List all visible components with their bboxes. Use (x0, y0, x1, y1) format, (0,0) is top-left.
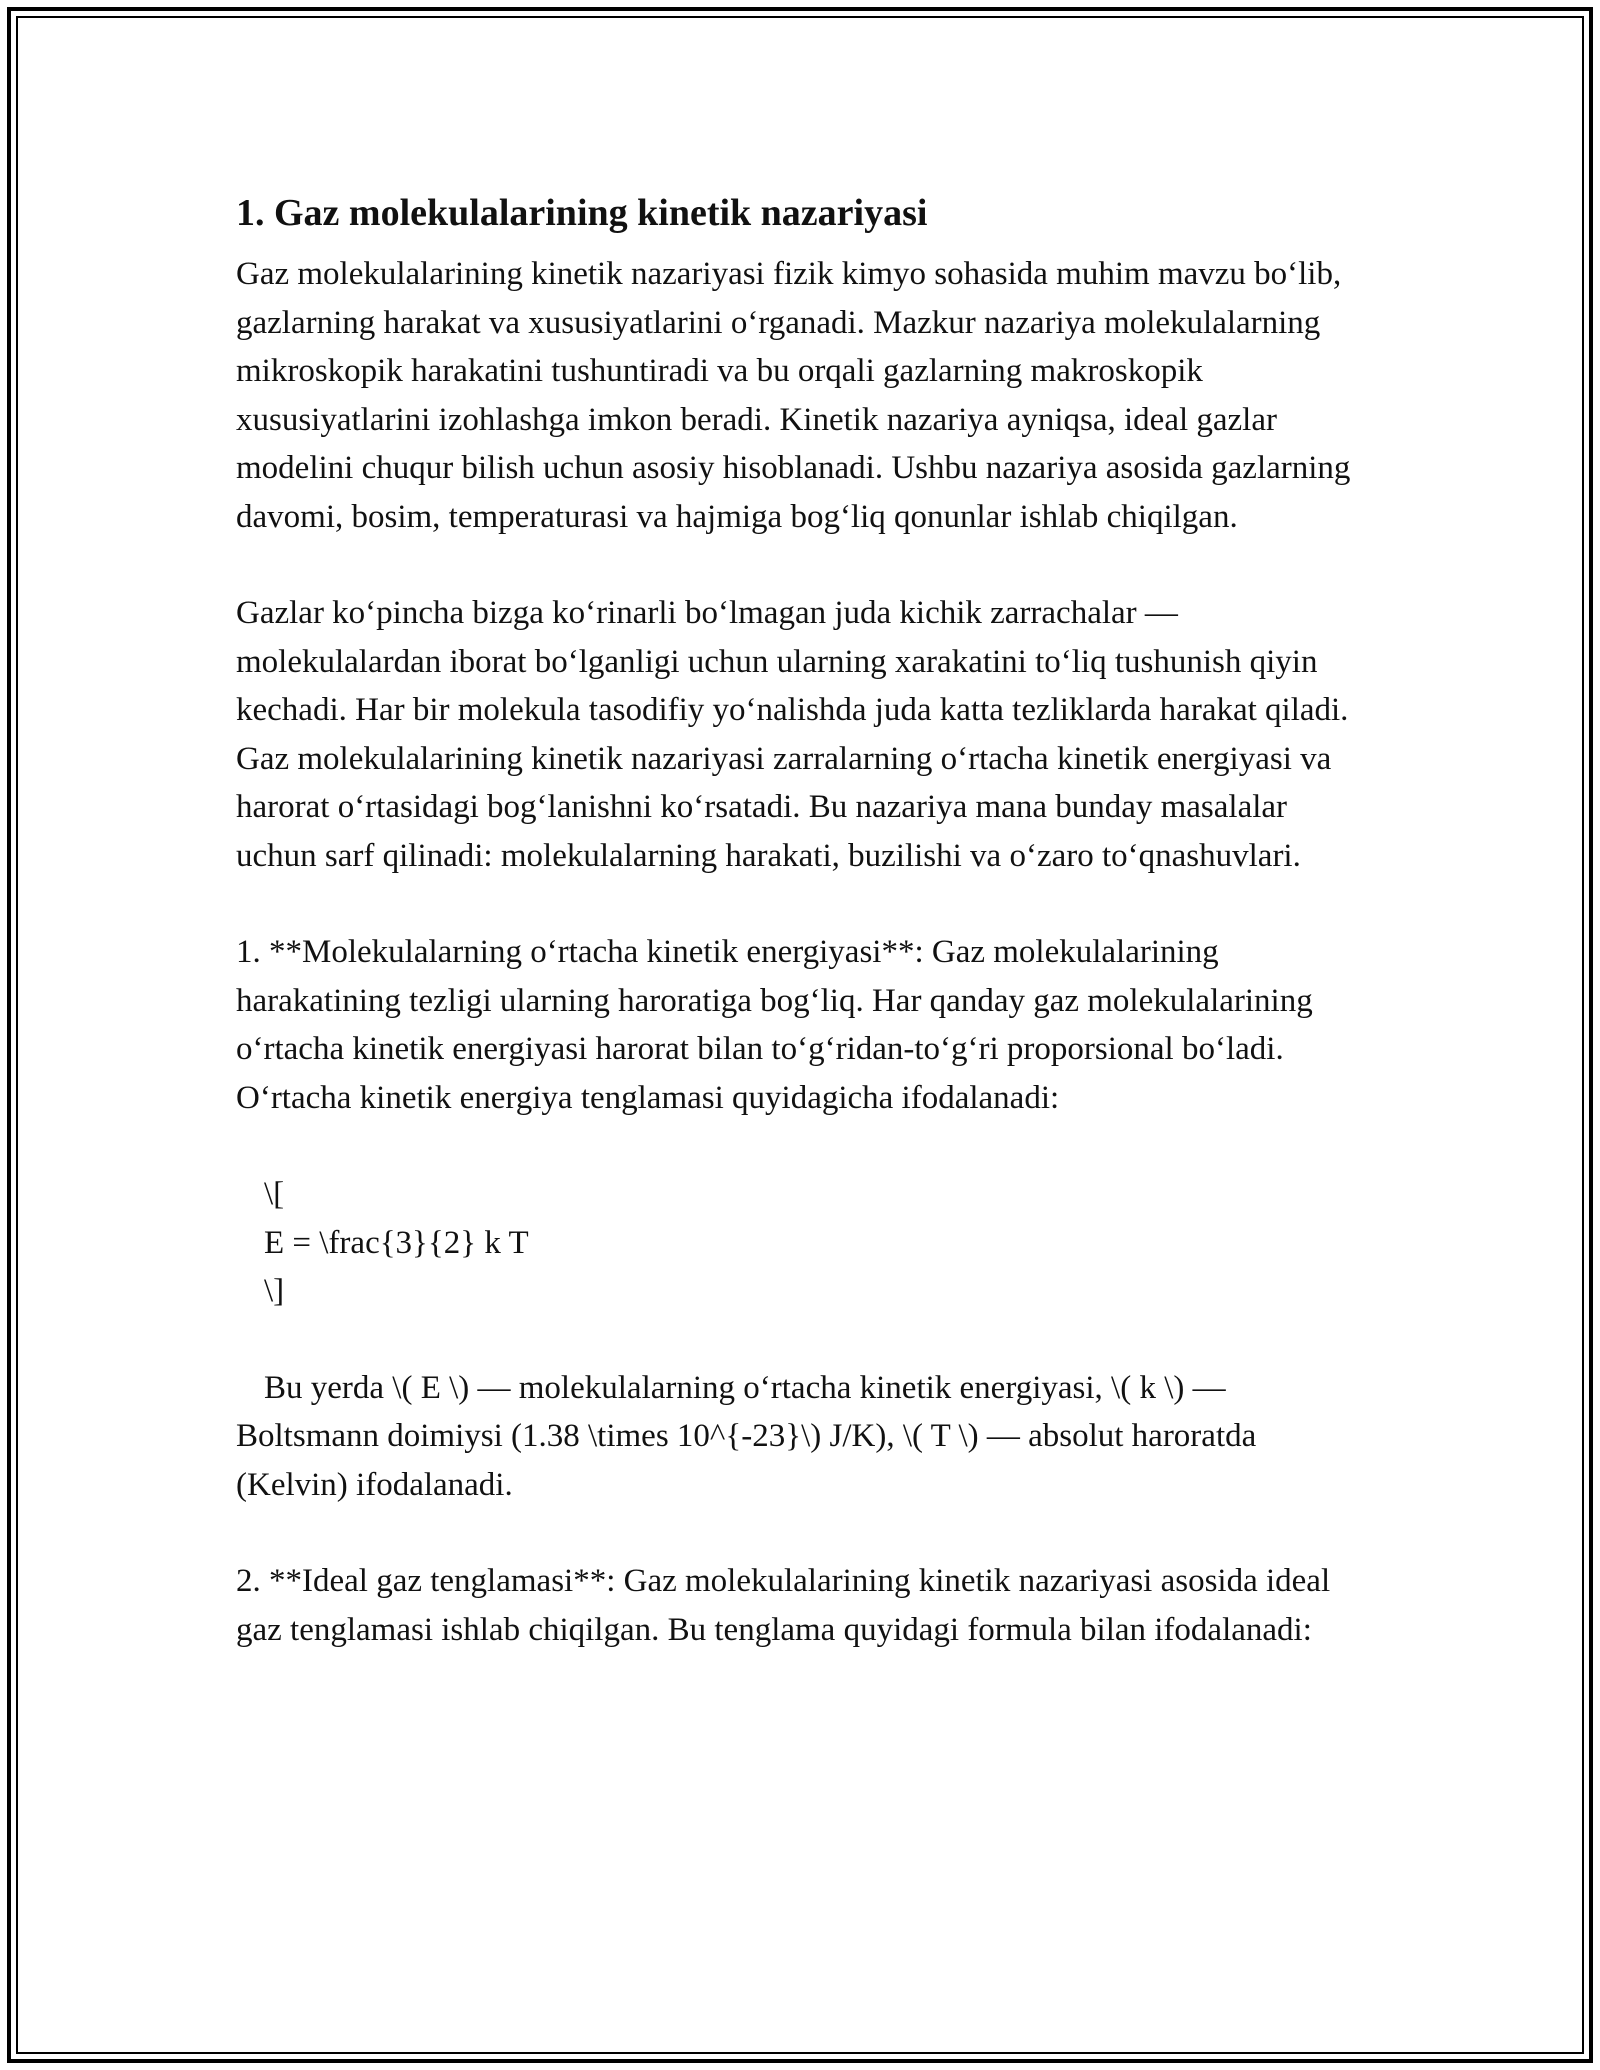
formula-body: E = \frac{3}{2} k T (264, 1224, 529, 1261)
paragraph-spacer (236, 1316, 1372, 1364)
paragraph-spacer (236, 880, 1372, 928)
paragraph-spacer (236, 1509, 1372, 1557)
formula-close: \] (264, 1273, 285, 1309)
paragraph-spacer (236, 1122, 1372, 1170)
document-body (236, 188, 1372, 1654)
paragraph-intro: Gaz molekulalarining kinetik nazariyasi fizik kimyo sohasida muhim mavzu bo‘lib, gazlarning harakat va xususiyatlarini o‘rganadi. Mazkur nazariya molekulalarning mikroskopik harakatini tushuntiradi va bu orqali gazlarning makroskopik xususiyatlarini izohlashga imkon beradi. Kinetik nazariya ayniqsa, ideal gazlar modelini chuqur bilish uchun asosiy hisoblanadi. Ushbu nazariya asosida gazlarning davomi, bosim, temperaturasi va hajmiga bog‘liq qonunlar ishlab chiqilgan. (236, 256, 1351, 535)
formula-block (236, 1170, 1372, 1316)
list-item-ideal-gas: 2. **Ideal gaz tenglamasi**: Gaz molekulalarining kinetik nazariyasi asosida ideal gaz tenglamasi ishlab chiqilgan. Bu tenglama quyidagi formula bilan ifodalanadi: (236, 1563, 1331, 1648)
paragraph-molecules: Gazlar ko‘pincha bizga ko‘rinarli bo‘lmagan juda kichik zarrachalar — molekulalardan iborat bo‘lganligi uchun ularning xarakatini to‘liq tushunish qiyin kechadi. Har bir molekula tasodifiy yo‘nalishda juda katta tezliklarda harakat qiladi. Gaz molekulalarining kinetik nazariyasi zarralarning o‘rtacha kinetik energiyasi va harorat o‘rtasidagi bog‘lanishni ko‘rsatadi. Bu nazariya mana bunday masalalar uchun sarf qilinadi: molekulalarning harakati, buzilishi va o‘zaro to‘qnashuvlari. (236, 595, 1349, 874)
section-heading: 1. Gaz molekulalarining kinetik nazariyasi (236, 192, 928, 234)
formula-explanation: Bu yerda \( E \) — molekulalarning o‘rtacha kinetik energiyasi, \( k \) — Boltsmann doimiysi (1.38 \times 10^{-23}\) J/K), \( T \) — absolut haroratda (Kelvin) ifodalanadi. (236, 1369, 1257, 1503)
paragraph-spacer (236, 541, 1372, 589)
list-item-kinetic-energy: 1. **Molekulalarning o‘rtacha kinetik energiyasi**: Gaz molekulalarining harakatining tezligi ularning haroratiga bog‘liq. Har qanday gaz molekulalarining o‘rtacha kinetik energiyasi harorat bilan to‘g‘ridan-to‘g‘ri proporsional bo‘ladi. O‘rtacha kinetik energiya tenglamasi quyidagicha ifodalanadi: (236, 934, 1313, 1116)
formula-open: \[ (264, 1176, 285, 1212)
